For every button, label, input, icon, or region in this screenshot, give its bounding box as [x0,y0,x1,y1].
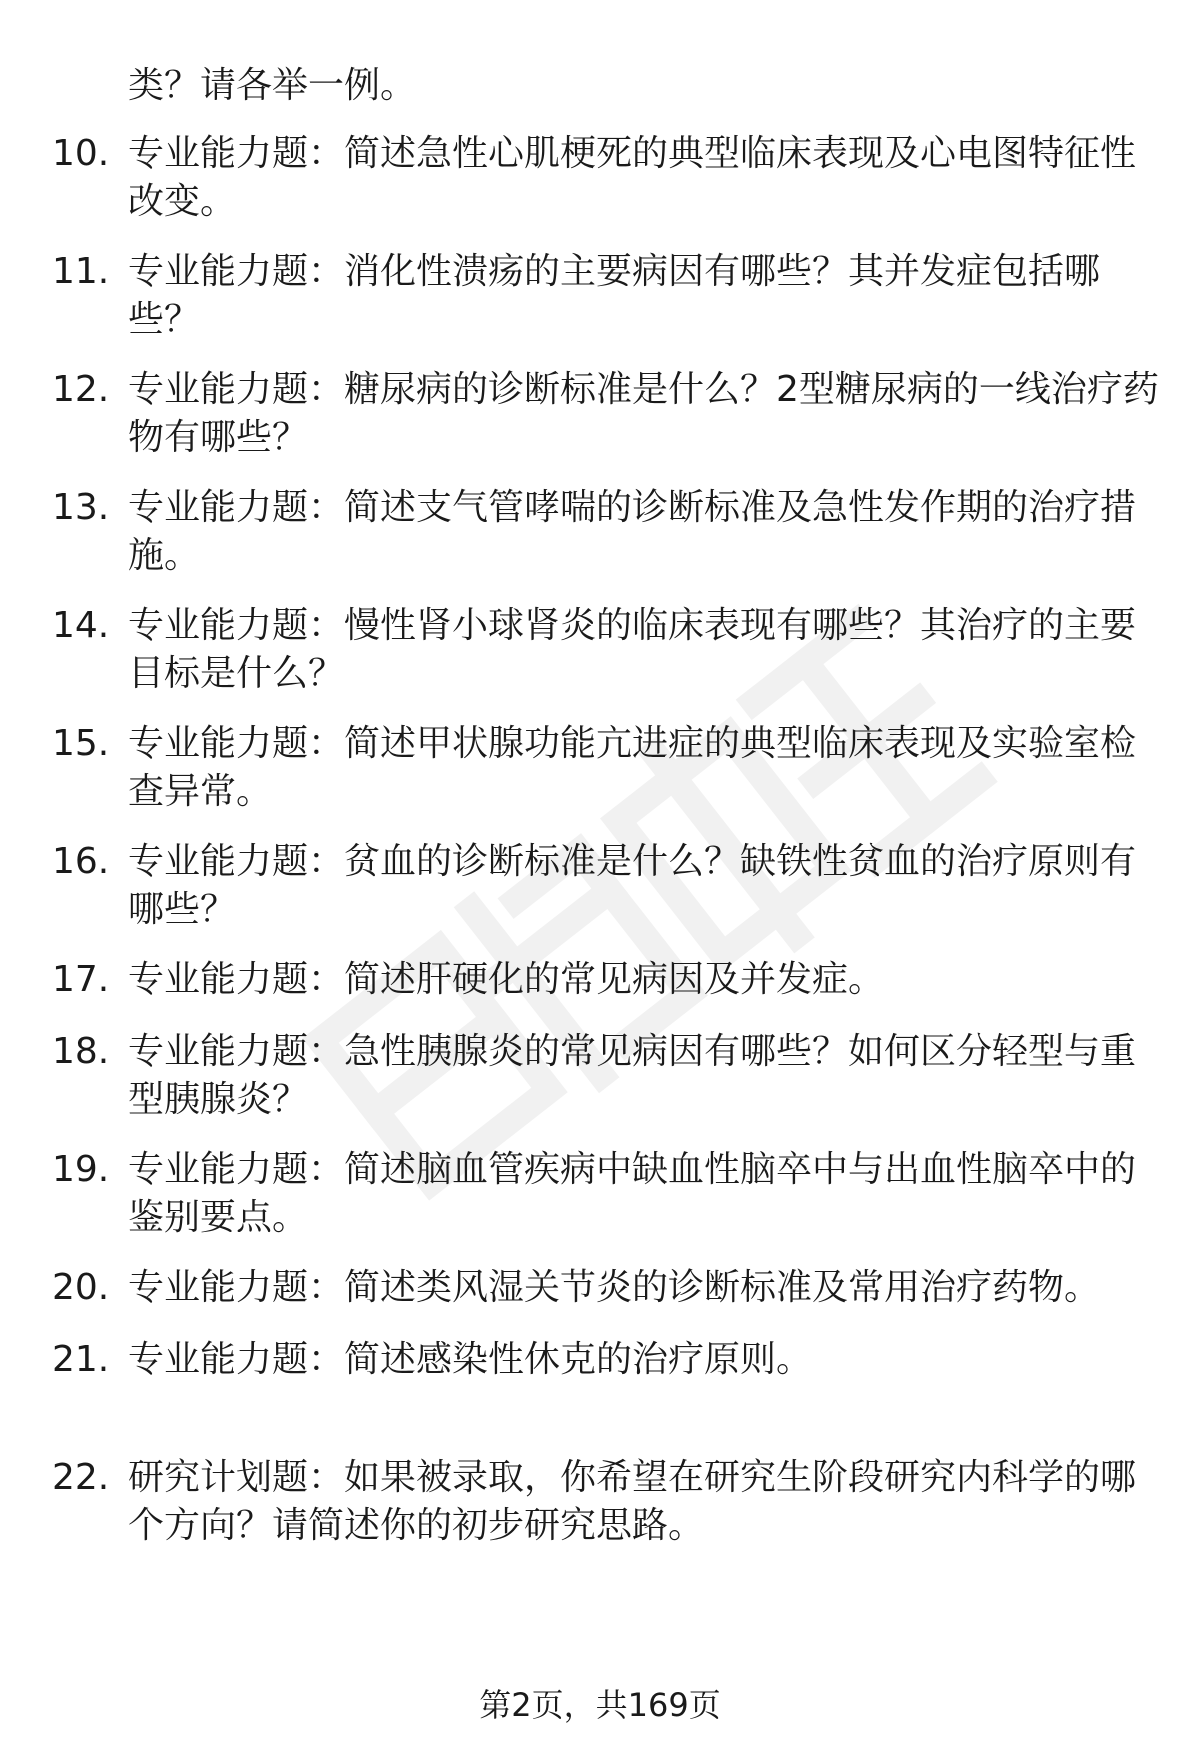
question-text-line: 专业能力题：糖尿病的诊断标准是什么？2型糖尿病的一线治疗药 [128,369,1159,410]
question-text [128,1028,1138,1124]
question-number: 15. [52,723,110,764]
question-text-line: 专业能力题：简述感染性休克的治疗原则。 [128,1339,813,1380]
question-text [128,366,1159,462]
question-text-line: 些？ [128,299,201,340]
question-text [128,484,1138,580]
question-text [128,602,1138,698]
question-text-line: 专业能力题：简述脑血管疾病中缺血性脑卒中与出血性脑卒中的 [128,1149,1137,1190]
question-number: 10. [52,133,110,174]
question-text [128,248,1138,344]
question-number: 11. [52,251,110,292]
question-number: 13. [52,487,110,528]
question-text-line: 鉴别要点。 [128,1197,309,1238]
question-text-line: 专业能力题：慢性肾小球肾炎的临床表现有哪些？其治疗的主要 [128,605,1137,646]
question-text [128,1264,1138,1312]
question-text-line: 目标是什么？ [128,653,345,694]
question-text-line: 专业能力题：简述急性心肌梗死的典型临床表现及心电图特征性 [128,133,1137,174]
question-text [128,720,1138,816]
question-text [128,956,1138,1004]
question-text [128,130,1138,226]
question-number: 12. [52,369,110,410]
question-text-line: 哪些？ [128,889,237,930]
page-number-footer: 第2页，共169页 [479,1686,721,1724]
question-number: 14. [52,605,110,646]
question-number: 18. [52,1031,110,1072]
question-text-line: 专业能力题：简述肝硬化的常见病因及并发症。 [128,959,885,1000]
question-text-line: 专业能力题：急性胰腺炎的常见病因有哪些？如何区分轻型与重 [128,1031,1137,1072]
question-number: 16. [52,841,110,882]
question-text-line: 查异常。 [128,771,273,812]
question-text-line: 个方向？请简述你的初步研究思路。 [128,1505,705,1546]
question-text-line: 专业能力题：简述类风湿关节炎的诊断标准及常用治疗药物。 [128,1267,1101,1308]
question-text-line: 改变。 [128,181,237,222]
question-text-line: 物有哪些？ [128,417,309,458]
question-text-line: 专业能力题：简述甲状腺功能亢进症的典型临床表现及实验室检 [128,723,1137,764]
question-text [128,1454,1138,1550]
question-text [128,1336,1138,1384]
continued-question-text: 类？请各举一例。 [128,65,417,106]
question-text-line: 研究计划题：如果被录取，你希望在研究生阶段研究内科学的哪 [128,1457,1137,1498]
question-number: 17. [52,959,110,1000]
question-number: 22. [52,1457,110,1498]
question-number: 19. [52,1149,110,1190]
question-text-line: 型胰腺炎？ [128,1079,309,1120]
question-number: 21. [52,1339,110,1380]
question-number: 20. [52,1267,110,1308]
question-text [128,838,1138,934]
question-text-line: 施。 [128,535,201,576]
question-text [128,1146,1138,1242]
question-text-line: 专业能力题：消化性溃疡的主要病因有哪些？其并发症包括哪 [128,251,1101,292]
question-text-line: 专业能力题：简述支气管哮喘的诊断标准及急性发作期的治疗措 [128,487,1137,528]
question-text-line: 专业能力题：贫血的诊断标准是什么？缺铁性贫血的治疗原则有 [128,841,1137,882]
